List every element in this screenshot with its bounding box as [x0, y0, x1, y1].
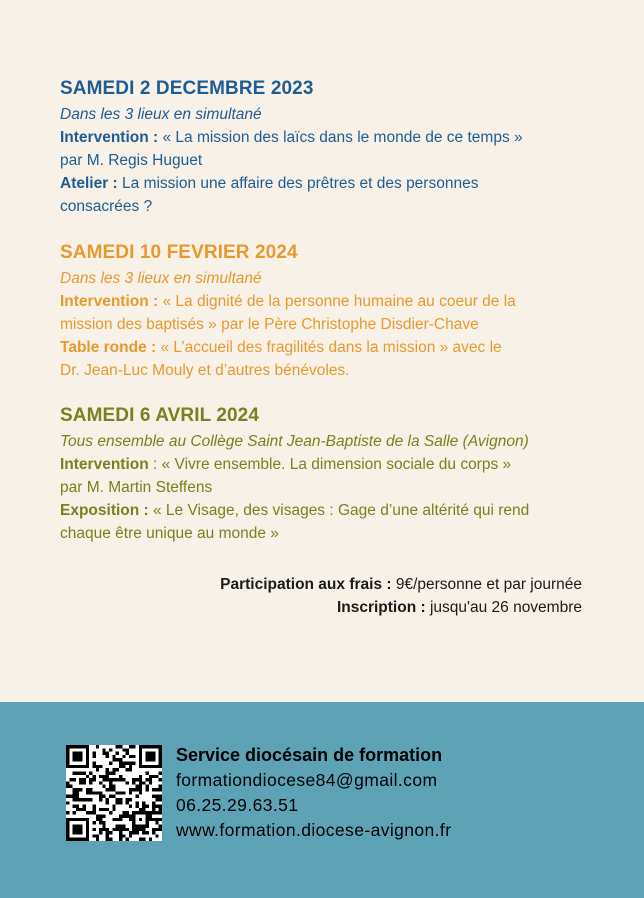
session-title: SAMEDI 6 AVRIL 2024: [60, 405, 260, 426]
session-location: Dans les 3 lieux en simultané: [60, 106, 262, 123]
email-link[interactable]: formationdiocese84@gmail.com: [176, 770, 438, 790]
session-item-1-cont: mission des baptisés » par le Père Christophe Disdier-Chave: [60, 316, 479, 333]
session-item-2: [60, 172, 620, 195]
participation-label: Participation aux frais :: [220, 576, 392, 593]
session-item-1: [60, 126, 620, 149]
item-text: « L’accueil des fragilités dans la mission » avec le: [156, 339, 502, 356]
website-link[interactable]: www.formation.diocese-avignon.fr: [176, 820, 452, 840]
item-text: « La dignité de la personne humaine au coeur de la: [158, 293, 516, 310]
inscription-label: Inscription :: [336, 599, 426, 616]
item-label: Intervention :: [60, 293, 159, 310]
item-text: : « Vivre ensemble. La dimension sociale du corps »: [148, 456, 512, 473]
item-label: Intervention: [60, 456, 149, 473]
org-name: Service diocésain de formation: [176, 745, 443, 765]
inscription-value: jusqu'au 26 novembre: [425, 599, 582, 616]
session-item-2-cont: chaque être unique au monde »: [60, 525, 279, 542]
session-location: Tous ensemble au Collège Saint Jean-Baptiste de la Salle (Avignon): [60, 433, 529, 450]
session-title: SAMEDI 2 DECEMBRE 2023: [60, 78, 314, 99]
item-text: « La mission des laïcs dans le monde de ce temps »: [158, 129, 523, 146]
session-item-1-cont: par M. Regis Huguet: [60, 152, 203, 169]
contact-block: [176, 743, 451, 843]
session-item-2: [60, 336, 620, 359]
item-label: Atelier :: [60, 175, 118, 192]
item-text: « Le Visage, des visages : Gage d’une altérité qui rend: [148, 502, 530, 519]
item-label: Table ronde :: [60, 339, 157, 356]
item-text: La mission une affaire des prêtres et des personnes: [117, 175, 479, 192]
session-1: [60, 78, 620, 218]
participation-value: 9€/personne et par journée: [391, 576, 582, 593]
session-title: SAMEDI 10 FEVRIER 2024: [60, 242, 298, 263]
fees-block: [220, 573, 582, 619]
qr-code-icon[interactable]: [66, 745, 162, 841]
session-item-1: [60, 290, 620, 313]
session-item-1: [60, 453, 620, 476]
item-label: Exposition :: [60, 502, 149, 519]
session-item-2-cont: Dr. Jean-Luc Mouly et d’autres bénévoles.: [60, 362, 350, 379]
inscription-line: [220, 596, 582, 619]
phone-number[interactable]: 06.25.29.63.51: [176, 795, 299, 815]
session-item-2-cont: consacrées ?: [60, 198, 153, 215]
session-location: Dans les 3 lieux en simultané: [60, 270, 262, 287]
session-item-1-cont: par M. Martin Steffens: [60, 479, 213, 496]
session-3: [60, 405, 620, 545]
participation-line: [220, 573, 582, 596]
session-item-2: [60, 499, 620, 522]
item-label: Intervention :: [60, 129, 159, 146]
session-2: [60, 242, 620, 382]
